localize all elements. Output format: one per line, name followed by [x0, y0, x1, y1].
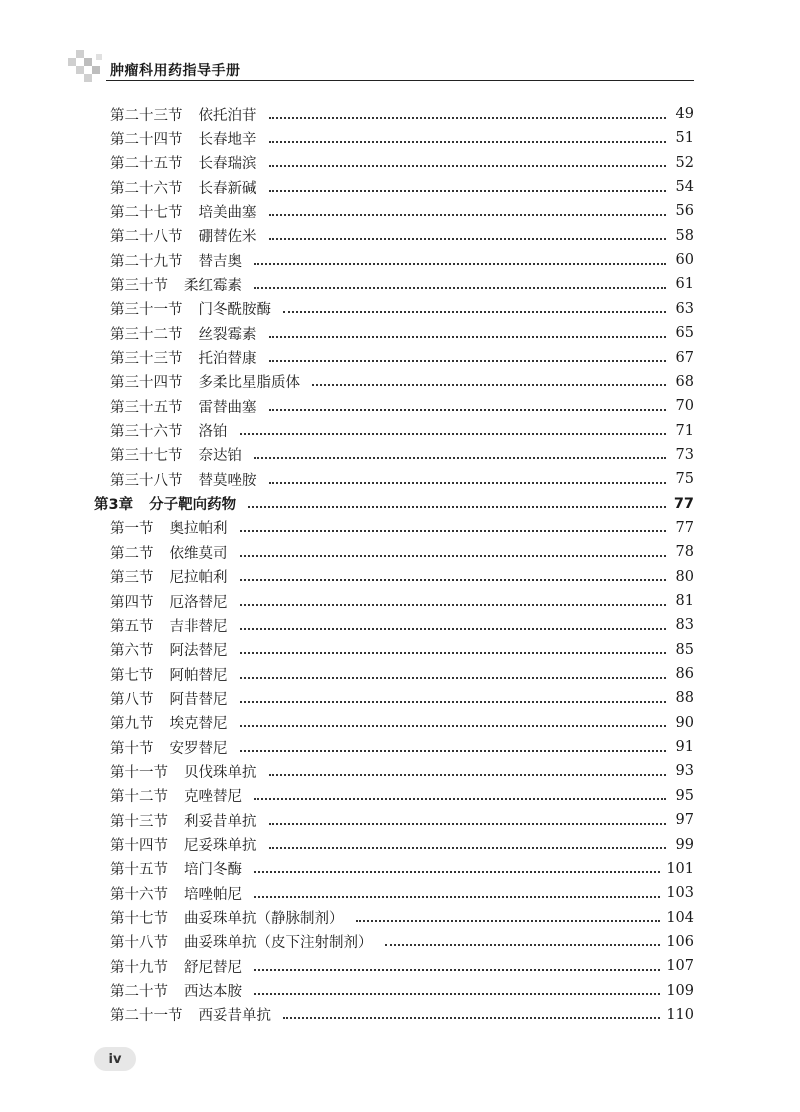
toc-entry-page: 110 [666, 1006, 694, 1023]
toc-entry-title: 阿昔替尼 [169, 691, 228, 708]
toc-entry-number: 第二十五节 [110, 156, 183, 173]
toc-entry-number: 第二节 [110, 545, 154, 562]
toc-entry-number: 第一节 [110, 521, 154, 538]
toc-entry-title: 克唑替尼 [184, 789, 242, 806]
dot-leader [269, 408, 667, 411]
toc-chapter-entry[interactable] [94, 492, 694, 516]
dot-leader [283, 310, 666, 313]
toc-entry-title: 长春瑞滨 [198, 156, 257, 173]
toc-entry-page: 77 [675, 519, 694, 536]
toc-entry-number: 第十七节 [110, 911, 168, 928]
toc-section-entry[interactable] [110, 613, 694, 637]
dot-leader [240, 529, 667, 532]
toc-entry-number: 第四节 [110, 594, 154, 611]
toc-entry-title: 替莫唑胺 [198, 472, 257, 489]
dot-leader [269, 116, 667, 119]
toc-entry-title: 培唑帕尼 [184, 886, 242, 903]
toc-entry-page: 73 [675, 446, 694, 463]
toc-entry-page: 49 [675, 106, 694, 122]
toc-section-entry[interactable] [110, 346, 694, 370]
toc-section-entry[interactable] [110, 199, 694, 223]
toc-entry-number: 第三十七节 [110, 448, 183, 465]
toc-section-entry[interactable] [110, 930, 694, 954]
toc-entry-title: 分子靶向药物 [149, 497, 237, 514]
dot-leader [254, 870, 660, 873]
toc-section-entry[interactable] [110, 370, 694, 394]
dot-leader [312, 383, 666, 386]
toc-entry-page: 91 [675, 739, 694, 756]
toc-section-entry[interactable] [110, 711, 694, 735]
toc-section-entry[interactable] [110, 881, 694, 905]
toc-section-entry[interactable] [110, 784, 694, 808]
toc-section-entry[interactable] [110, 443, 694, 467]
toc-entry-page: 85 [675, 641, 694, 658]
toc-section-entry[interactable] [110, 735, 694, 759]
toc-section-entry[interactable] [110, 297, 694, 321]
toc-entry-page: 51 [675, 130, 694, 147]
toc-entry-title: 西妥昔单抗 [198, 1008, 271, 1025]
toc-entry-page: 77 [673, 495, 694, 512]
toc-entry-title: 替吉奥 [198, 253, 242, 270]
toc-entry-number: 第十三节 [110, 813, 168, 830]
toc-entry-number: 第三十节 [110, 277, 168, 294]
toc-entry-page: 93 [675, 763, 694, 780]
dot-leader [269, 846, 667, 849]
toc-entry-number: 第二十九节 [110, 253, 183, 270]
toc-entry-page: 71 [675, 422, 694, 439]
toc-section-entry[interactable] [110, 1003, 694, 1027]
toc-entry-title: 硼替佐米 [198, 229, 257, 246]
toc-entry-number: 第二十四节 [110, 131, 183, 148]
dot-leader [240, 627, 667, 630]
dot-leader [269, 481, 667, 484]
toc-entry-title: 安罗替尼 [169, 740, 228, 757]
toc-entry-page: 78 [675, 544, 694, 561]
toc-entry-number: 第七节 [110, 667, 154, 684]
toc-entry-number: 第十二节 [110, 789, 168, 806]
running-head-title: 肿瘤科用药指导手册 [110, 63, 241, 79]
toc-section-entry[interactable] [110, 248, 694, 272]
toc-entry-number: 第二十八节 [110, 229, 183, 246]
toc-entry-title: 舒尼替尼 [184, 959, 242, 976]
dot-leader [269, 189, 667, 192]
toc-entry-page: 68 [675, 373, 694, 390]
toc-entry-number: 第十一节 [110, 764, 168, 781]
toc-entry-page: 101 [666, 860, 694, 877]
toc-entry-title: 曲妥珠单抗（皮下注射制剂） [184, 935, 373, 952]
toc-entry-title: 丝裂霉素 [198, 326, 257, 343]
toc-entry-number: 第十五节 [110, 862, 168, 879]
dot-leader [269, 822, 667, 825]
toc-entry-page: 58 [675, 227, 694, 244]
toc-entry-title: 西达本胺 [184, 984, 242, 1001]
toc-section-entry[interactable] [110, 906, 694, 930]
toc-section-entry[interactable] [110, 686, 694, 710]
dot-leader [283, 1016, 660, 1019]
toc-section-entry[interactable] [110, 394, 694, 418]
toc-entry-number: 第二十一节 [110, 1008, 183, 1025]
toc-entry-title: 长春地辛 [198, 131, 257, 148]
toc-section-entry[interactable] [110, 979, 694, 1003]
header-rule [106, 80, 694, 81]
toc-entry-page: 95 [675, 787, 694, 804]
toc-section-entry[interactable] [110, 759, 694, 783]
toc-section-entry[interactable] [110, 467, 694, 491]
header-decoration [68, 50, 108, 86]
toc-section-entry[interactable] [110, 419, 694, 443]
toc-entry-page: 54 [675, 179, 694, 196]
toc-entry-title: 托泊替康 [198, 351, 257, 367]
toc-entry-number: 第十八节 [110, 935, 168, 952]
toc-entry-title: 依托泊苷 [198, 107, 257, 124]
toc-section-entry[interactable] [110, 808, 694, 832]
toc-entry-title: 吉非替尼 [169, 618, 228, 635]
toc-entry-page: 90 [675, 714, 694, 731]
toc-section-entry[interactable] [110, 175, 694, 199]
dot-leader [240, 724, 667, 727]
toc-entry-page: 81 [675, 593, 694, 609]
dot-leader [254, 992, 660, 995]
toc-entry-page: 61 [675, 276, 694, 293]
dot-leader [254, 797, 666, 800]
toc-entry-title: 曲妥珠单抗（静脉制剂） [184, 911, 344, 928]
toc-entry-page: 52 [675, 154, 694, 171]
toc-entry-title: 培门冬酶 [184, 862, 242, 879]
toc-entry-title: 厄洛替尼 [169, 594, 228, 611]
dot-leader [240, 603, 667, 606]
toc-section-entry[interactable] [110, 589, 694, 613]
toc-section-entry[interactable] [110, 638, 694, 662]
toc-entry-number: 第三十一节 [110, 302, 183, 319]
toc-entry-title: 贝伐珠单抗 [184, 764, 257, 781]
toc-entry-number: 第三十八节 [110, 472, 183, 489]
dot-leader [254, 968, 660, 971]
toc-entry-page: 63 [675, 300, 694, 317]
toc-entry-page: 80 [675, 568, 694, 585]
toc-entry-number: 第三十三节 [110, 351, 183, 367]
toc-entry-title: 奈达铂 [198, 448, 242, 465]
toc-entry-number: 第九节 [110, 716, 154, 733]
toc-entry-title: 阿法替尼 [169, 643, 228, 660]
dot-leader [269, 140, 667, 143]
toc-entry-title: 利妥昔单抗 [184, 813, 257, 830]
toc-entry-number: 第五节 [110, 618, 154, 635]
toc-entry-page: 106 [666, 933, 694, 950]
toc-entry-number: 第六节 [110, 643, 154, 660]
toc-entry-page: 109 [666, 982, 694, 999]
dot-leader [240, 749, 667, 752]
toc-section-entry[interactable] [110, 126, 694, 150]
toc-entry-title: 洛铂 [198, 424, 228, 441]
toc-entry-page: 70 [675, 398, 694, 415]
toc-entry-page: 86 [675, 666, 694, 683]
toc-entry-title: 多柔比星脂质体 [198, 375, 300, 392]
toc-entry-page: 107 [666, 958, 694, 975]
dot-leader [240, 554, 667, 557]
dot-leader [385, 943, 661, 946]
toc-entry-title: 尼拉帕利 [169, 570, 228, 587]
dot-leader [240, 700, 667, 703]
toc-entry-title: 雷替曲塞 [198, 399, 257, 416]
toc-entry-page: 97 [675, 812, 694, 829]
dot-leader [254, 895, 660, 898]
toc-entry-page: 67 [675, 349, 694, 366]
toc-entry-title: 埃克替尼 [169, 716, 228, 733]
toc-entry-title: 长春新碱 [198, 180, 257, 197]
dot-leader [254, 262, 666, 265]
toc-section-entry[interactable] [110, 954, 694, 978]
toc-section-entry[interactable] [110, 833, 694, 857]
toc-entry-number: 第三十六节 [110, 424, 183, 441]
dot-leader [240, 578, 667, 581]
dot-leader [356, 919, 661, 922]
toc-entry-number: 第二十三节 [110, 107, 183, 124]
toc-entry-page: 75 [675, 471, 694, 488]
toc-section-entry[interactable] [110, 516, 694, 540]
dot-leader [269, 164, 667, 167]
toc-section-entry[interactable] [110, 540, 694, 564]
dot-leader [269, 773, 667, 776]
toc-entry-title: 尼妥珠单抗 [184, 838, 257, 854]
dot-leader [269, 213, 667, 216]
toc-entry-number: 第三十五节 [110, 399, 183, 416]
dot-leader [254, 286, 666, 289]
toc-entry-number: 第十六节 [110, 886, 168, 903]
toc-entry-number: 第二十节 [110, 984, 168, 1001]
toc-entry-number: 第三十二节 [110, 326, 183, 343]
toc-entry-number: 第二十七节 [110, 204, 183, 221]
toc-entry-page: 103 [666, 885, 694, 902]
toc-entry-number: 第十节 [110, 740, 154, 757]
toc-entry-number: 第三节 [110, 570, 154, 587]
dot-leader [269, 359, 667, 362]
toc-entry-number: 第十九节 [110, 959, 168, 976]
page-header [0, 0, 800, 90]
toc-entry-page: 88 [675, 690, 694, 707]
toc-section-entry[interactable] [110, 151, 694, 175]
toc-entry-page: 60 [675, 252, 694, 269]
toc-section-entry[interactable] [110, 857, 694, 881]
toc-entry-page: 65 [675, 325, 694, 342]
toc-entry-page: 83 [675, 617, 694, 634]
toc-entry-title: 依维莫司 [169, 545, 228, 562]
toc-section-entry[interactable] [110, 224, 694, 248]
toc-entry-number: 第3章 [94, 497, 134, 514]
toc-entry-page: 99 [675, 836, 694, 853]
toc-entry-title: 培美曲塞 [198, 204, 257, 221]
toc-section-entry[interactable] [110, 565, 694, 589]
toc-section-entry[interactable] [110, 272, 694, 296]
dot-leader [240, 676, 667, 679]
dot-leader [248, 505, 666, 508]
toc-entry-number: 第三十四节 [110, 375, 183, 392]
toc-entry-title: 门冬酰胺酶 [198, 302, 271, 319]
dot-leader [269, 237, 667, 240]
toc-section-entry[interactable] [110, 662, 694, 686]
toc-section-entry[interactable] [110, 321, 694, 345]
toc-entry-title: 奥拉帕利 [169, 521, 228, 538]
toc-entry-page: 56 [675, 203, 694, 220]
dot-leader [240, 651, 667, 654]
toc-entry-page: 104 [666, 909, 694, 926]
toc-entry-number: 第二十六节 [110, 180, 183, 197]
toc-entry-title: 阿帕替尼 [169, 667, 228, 684]
toc-entry-title: 柔红霉素 [184, 277, 242, 294]
dot-leader [269, 335, 667, 338]
toc-entry-number: 第八节 [110, 691, 154, 708]
page-number-badge: iv [94, 1047, 136, 1071]
toc-section-entry[interactable] [110, 102, 694, 126]
toc-entry-number: 第十四节 [110, 838, 168, 854]
dot-leader [240, 432, 667, 435]
dot-leader [254, 456, 666, 459]
